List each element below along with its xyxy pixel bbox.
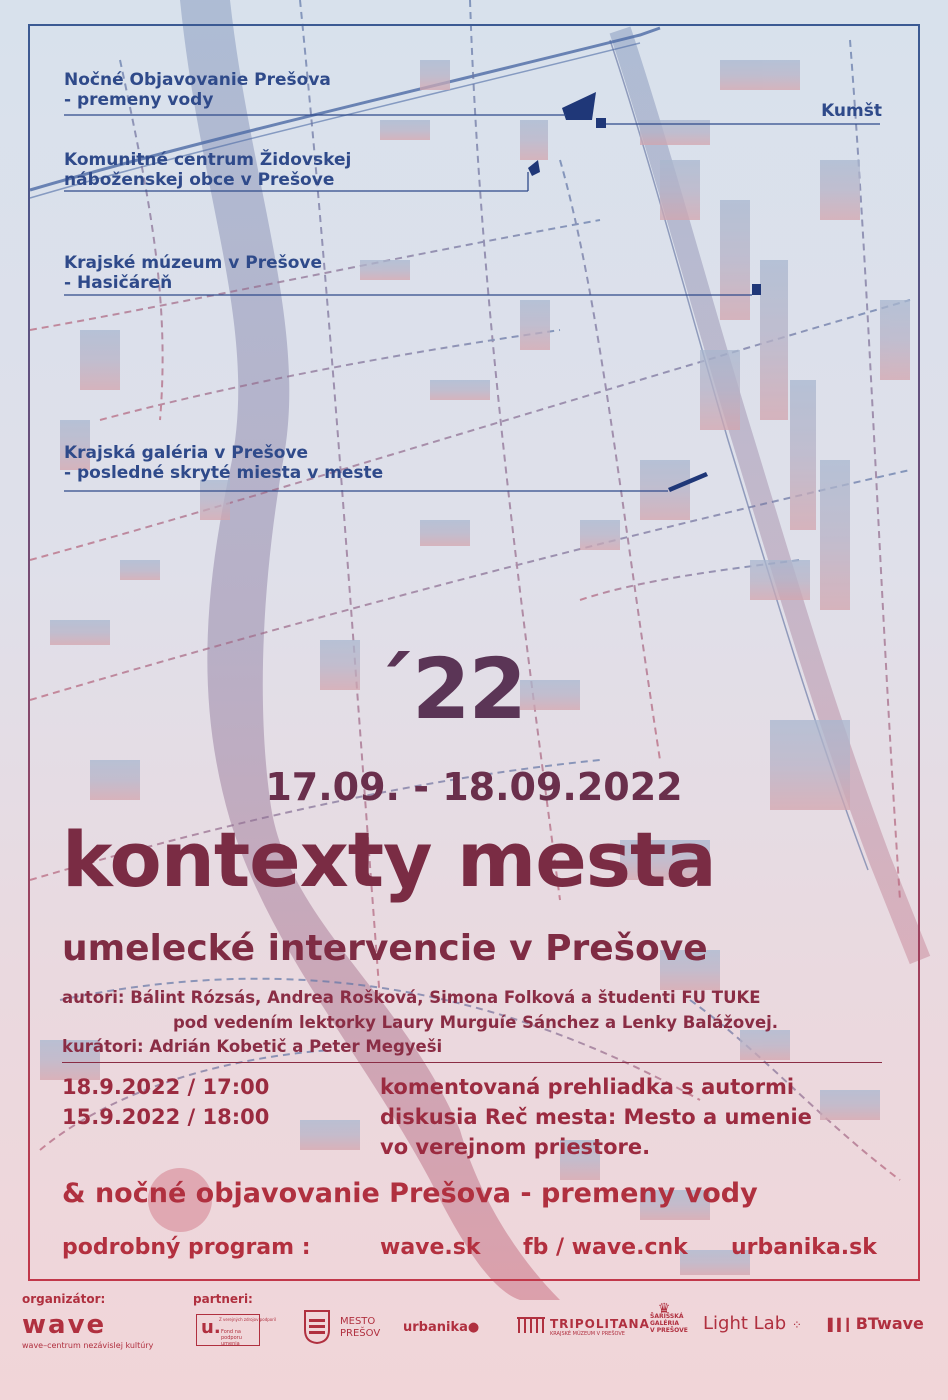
fund-letter: u. [201, 1317, 221, 1338]
fund-text-1: Z verejných zdrojov podporil [219, 1317, 277, 1322]
location-name: Krajské múzeum v Prešove [64, 253, 323, 273]
location-subtitle: náboženskej obce v Prešove [64, 170, 335, 190]
fund-logo [196, 1314, 277, 1347]
curators-line: kurátori: Adrián Kobetič a Peter Megyeši [62, 1037, 443, 1056]
event-2-time: 15.9.2022 / 18:00 [62, 1105, 270, 1129]
lecturers-line: pod vedením lektorky Laury Murguíe Sánchez a Lenky Balážovej. [173, 1013, 779, 1032]
crown-icon: ♛ [657, 1301, 671, 1317]
presov-coat-of-arms-icon [304, 1310, 330, 1344]
night-discovery-line: & nočné objavovanie Prešova - premeny vody [62, 1178, 758, 1209]
year-mark: ´22 [372, 640, 525, 738]
event-2-description-cont: vo verejnom priestore. [380, 1135, 651, 1159]
tripolitana-subtext: KRAJSKÉ MÚZEUM V PREŠOVE [550, 1331, 625, 1337]
btwave-logo [828, 1314, 924, 1333]
dots-icon: ⁘ [791, 1318, 802, 1332]
link-wave[interactable]: wave.sk [380, 1235, 481, 1260]
location-kumst: Kumšt [821, 101, 882, 121]
poster-title: kontexty mesta [62, 815, 716, 904]
program-label: podrobný program : [62, 1235, 311, 1260]
lightlab-logo [703, 1313, 802, 1334]
urbanika-logo [403, 1320, 479, 1335]
divider [62, 1062, 882, 1063]
location-name: Nočné Objavovanie Prešova [64, 70, 331, 90]
location-night-discovery [64, 70, 331, 110]
location-name: Krajská galéria v Prešove [64, 443, 309, 463]
mesto-text: MESTO [340, 1316, 376, 1327]
event-2-description: diskusia Reč mesta: Mesto a umenie [380, 1105, 812, 1129]
location-subtitle: - Hasičáreň [64, 273, 173, 293]
galeria-text-3: V PREŠOVE [650, 1327, 688, 1334]
dot-icon: ● [467, 1320, 480, 1335]
tripolitana-text: TRIPOLITANA [550, 1317, 650, 1331]
link-urbanika[interactable]: urbanika.sk [731, 1235, 877, 1260]
wave-logo: wave [22, 1310, 107, 1340]
btwave-text: BTwave [855, 1314, 924, 1333]
poster-subtitle: umelecké intervencie v Prešove [62, 928, 708, 969]
location-jewish-centre [64, 150, 351, 190]
saris-gallery-logo [650, 1301, 688, 1334]
partners-label: partneri: [193, 1292, 253, 1306]
columns-icon [516, 1315, 546, 1335]
lightlab-text: Light Lab [703, 1313, 787, 1334]
urbanika-text: urbanika [403, 1320, 468, 1335]
location-name: Komunitné centrum Židovskej [64, 150, 352, 170]
event-1-description: komentovaná prehliadka s autormi [380, 1075, 795, 1099]
location-subtitle: - posledné skryté miesta v meste [64, 463, 384, 483]
waveform-icon: ▌▍▎ [828, 1318, 856, 1332]
location-subtitle: - premeny vody [64, 90, 214, 110]
link-facebook[interactable]: fb / wave.cnk [523, 1235, 688, 1260]
mesto-presov-logo [340, 1316, 380, 1340]
organizer-label: organizátor: [22, 1292, 106, 1306]
tripolitana-logo [516, 1315, 650, 1339]
event-dates: 17.09. - 18.09.2022 [265, 765, 683, 809]
wave-subtitle: wave–centrum nezávislej kultúry [22, 1341, 154, 1350]
galeria-text-2: GALÉRIA [650, 1320, 679, 1327]
location-regional-gallery [64, 443, 383, 483]
galeria-text-1: ŠARIŠSKÁ [650, 1313, 684, 1320]
location-regional-museum [64, 253, 322, 293]
authors-line: autori: Bálint Rózsás, Andrea Rošková, Simona Folková a študenti FU TUKE [62, 988, 761, 1007]
fund-text-2: Fond na podporu umenia [221, 1329, 242, 1347]
presov-text: PREŠOV [340, 1328, 381, 1339]
event-1-time: 18.9.2022 / 17:00 [62, 1075, 270, 1099]
